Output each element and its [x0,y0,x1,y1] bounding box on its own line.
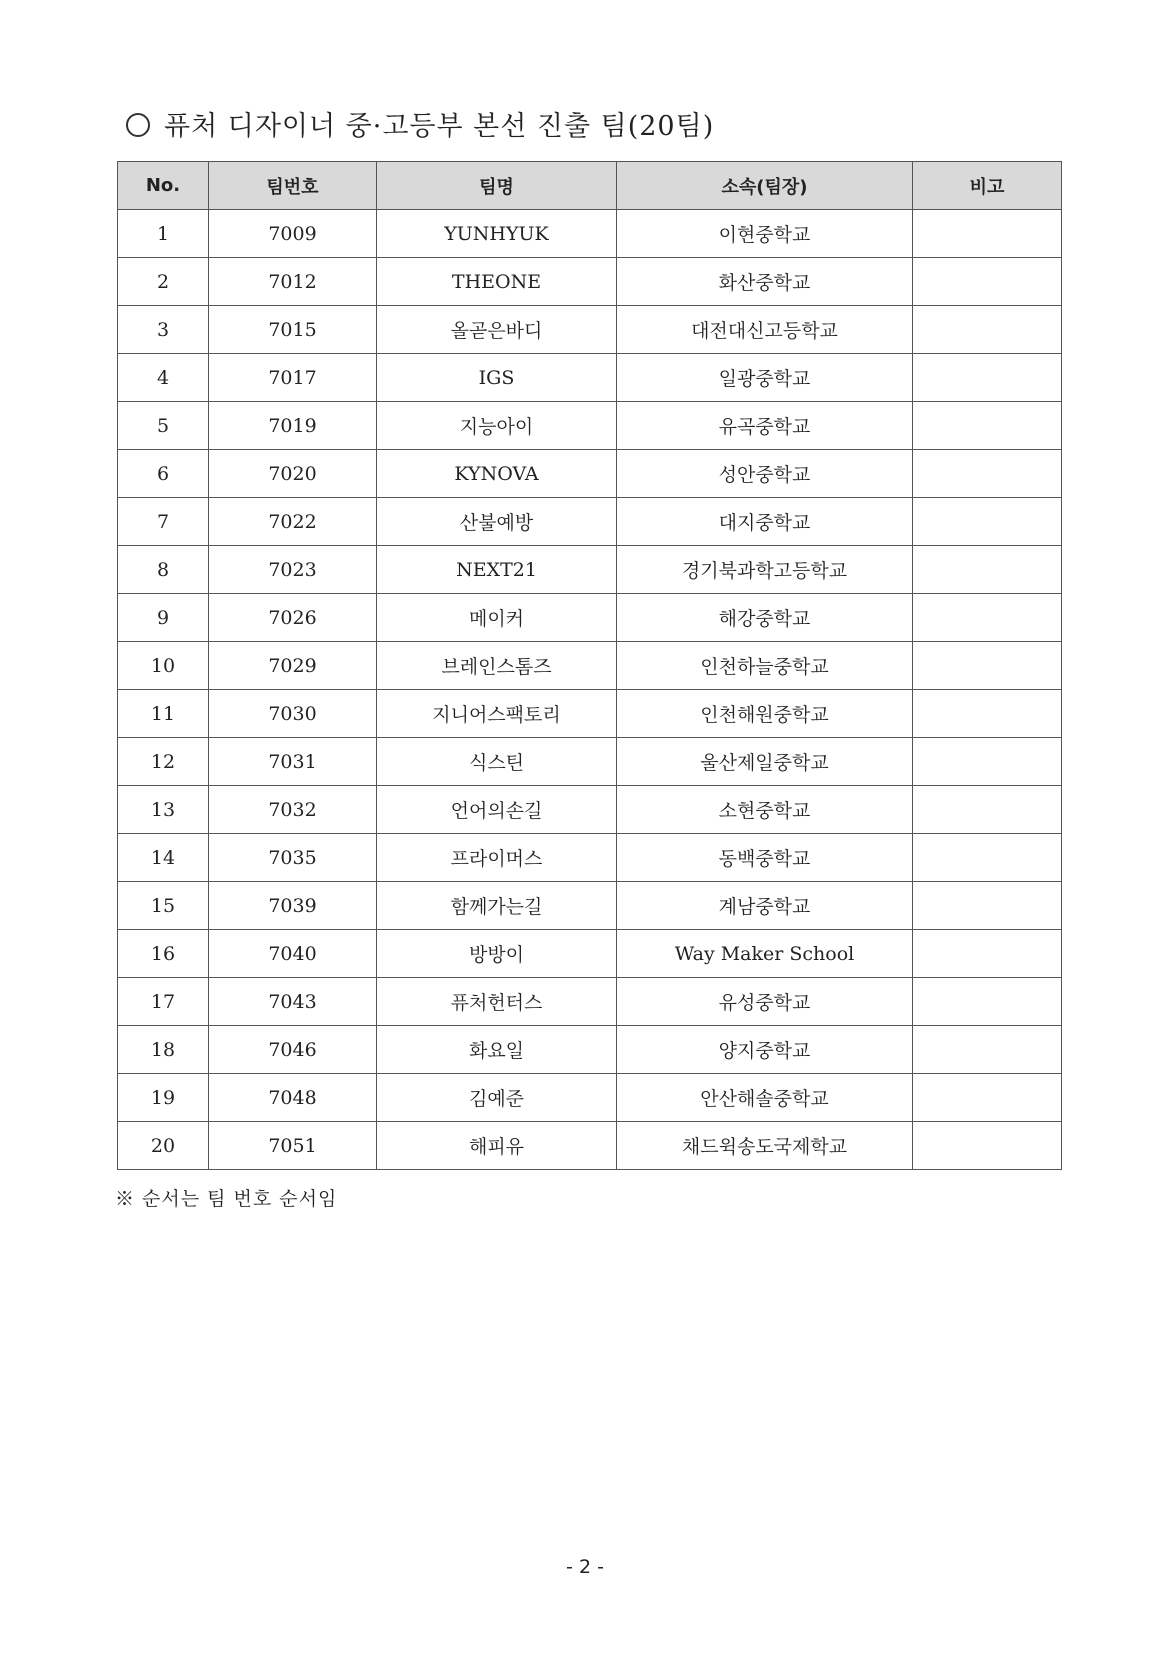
circle-bullet-icon [126,113,150,137]
table-row [118,642,1062,690]
cell-team-number: 7017 [209,354,377,402]
cell-team-name: NEXT21 [377,546,617,594]
table-row [118,546,1062,594]
table-row [118,258,1062,306]
cell-affiliation: 성안중학교 [617,450,913,498]
cell-remarks [913,594,1062,642]
cell-team-name: 방방이 [377,930,617,978]
cell-team-number: 7048 [209,1074,377,1122]
cell-affiliation: 인천하늘중학교 [617,642,913,690]
cell-team-number: 7019 [209,402,377,450]
cell-affiliation: 안산해솔중학교 [617,1074,913,1122]
cell-affiliation: 대지중학교 [617,498,913,546]
cell-affiliation: 이현중학교 [617,210,913,258]
cell-affiliation: 인천해원중학교 [617,690,913,738]
cell-remarks [913,1074,1062,1122]
table-row [118,690,1062,738]
table-row [118,1026,1062,1074]
cell-no: 11 [118,690,209,738]
cell-affiliation: 동백중학교 [617,834,913,882]
header-team-number: 팀번호 [209,162,377,210]
cell-affiliation: 유성중학교 [617,978,913,1026]
cell-no: 16 [118,930,209,978]
cell-remarks [913,1026,1062,1074]
table-row [118,498,1062,546]
cell-no: 17 [118,978,209,1026]
cell-affiliation: 유곡중학교 [617,402,913,450]
table-header-row [118,162,1062,210]
table-row [118,930,1062,978]
cell-no: 5 [118,402,209,450]
cell-no: 8 [118,546,209,594]
teams-table [117,161,1062,1170]
cell-team-name: KYNOVA [377,450,617,498]
cell-remarks [913,930,1062,978]
cell-affiliation: 소현중학교 [617,786,913,834]
cell-team-number: 7040 [209,930,377,978]
cell-team-number: 7026 [209,594,377,642]
cell-team-number: 7009 [209,210,377,258]
cell-remarks [913,546,1062,594]
cell-affiliation: 대전대신고등학교 [617,306,913,354]
cell-team-number: 7046 [209,1026,377,1074]
cell-affiliation: 양지중학교 [617,1026,913,1074]
cell-remarks [913,402,1062,450]
cell-no: 13 [118,786,209,834]
cell-team-name: 퓨처헌터스 [377,978,617,1026]
cell-team-name: 화요일 [377,1026,617,1074]
table-row [118,594,1062,642]
cell-team-number: 7035 [209,834,377,882]
table-row [118,882,1062,930]
header-remarks: 비고 [913,162,1062,210]
teams-table-body [118,210,1062,1170]
header-no: No. [118,162,209,210]
cell-affiliation: 울산제일중학교 [617,738,913,786]
cell-no: 10 [118,642,209,690]
cell-remarks [913,834,1062,882]
table-row [118,1074,1062,1122]
cell-team-name: YUNHYUK [377,210,617,258]
table-row [118,450,1062,498]
cell-team-name: 함께가는길 [377,882,617,930]
cell-team-name: 올곧은바디 [377,306,617,354]
cell-remarks [913,786,1062,834]
cell-no: 2 [118,258,209,306]
cell-team-number: 7015 [209,306,377,354]
cell-no: 20 [118,1122,209,1170]
cell-team-name: 언어의손길 [377,786,617,834]
cell-affiliation: 해강중학교 [617,594,913,642]
table-row [118,786,1062,834]
cell-team-number: 7051 [209,1122,377,1170]
cell-team-name: THEONE [377,258,617,306]
header-affiliation: 소속(팀장) [617,162,913,210]
table-row [118,354,1062,402]
table-row [118,306,1062,354]
cell-team-name: 식스틴 [377,738,617,786]
cell-no: 1 [118,210,209,258]
cell-no: 6 [118,450,209,498]
cell-team-name: 브레인스톰즈 [377,642,617,690]
table-row [118,978,1062,1026]
cell-no: 19 [118,1074,209,1122]
cell-no: 12 [118,738,209,786]
cell-team-name: IGS [377,354,617,402]
cell-team-name: 지능아이 [377,402,617,450]
cell-remarks [913,1122,1062,1170]
cell-team-number: 7022 [209,498,377,546]
cell-affiliation: 경기북과학고등학교 [617,546,913,594]
cell-remarks [913,738,1062,786]
footnote: ※ 순서는 팀 번호 순서임 [115,1188,338,1210]
cell-team-name: 프라이머스 [377,834,617,882]
cell-no: 15 [118,882,209,930]
cell-no: 14 [118,834,209,882]
table-row [118,834,1062,882]
cell-team-number: 7032 [209,786,377,834]
cell-remarks [913,306,1062,354]
cell-team-number: 7043 [209,978,377,1026]
cell-team-name: 해피유 [377,1122,617,1170]
cell-remarks [913,210,1062,258]
cell-affiliation: 계남중학교 [617,882,913,930]
cell-no: 7 [118,498,209,546]
table-row [118,738,1062,786]
cell-remarks [913,642,1062,690]
cell-team-number: 7020 [209,450,377,498]
cell-team-name: 김예준 [377,1074,617,1122]
cell-remarks [913,690,1062,738]
cell-remarks [913,882,1062,930]
page-title-text: 퓨처 디자이너 중·고등부 본선 진출 팀(20팀) [164,111,715,142]
cell-remarks [913,978,1062,1026]
cell-team-number: 7029 [209,642,377,690]
page-number: - 2 - [566,1556,604,1578]
cell-team-name: 메이커 [377,594,617,642]
cell-team-number: 7023 [209,546,377,594]
cell-team-number: 7039 [209,882,377,930]
cell-affiliation: 일광중학교 [617,354,913,402]
table-row [118,210,1062,258]
cell-affiliation: 채드윅송도국제학교 [617,1122,913,1170]
page-title [126,104,714,143]
cell-affiliation: 화산중학교 [617,258,913,306]
cell-affiliation: Way Maker School [617,930,913,978]
header-team-name: 팀명 [377,162,617,210]
cell-no: 18 [118,1026,209,1074]
table-row [118,402,1062,450]
cell-team-number: 7030 [209,690,377,738]
cell-team-number: 7031 [209,738,377,786]
cell-no: 4 [118,354,209,402]
cell-team-name: 산불예방 [377,498,617,546]
cell-no: 9 [118,594,209,642]
cell-team-number: 7012 [209,258,377,306]
cell-remarks [913,354,1062,402]
cell-remarks [913,450,1062,498]
cell-team-name: 지니어스팩토리 [377,690,617,738]
cell-remarks [913,498,1062,546]
table-row [118,1122,1062,1170]
cell-no: 3 [118,306,209,354]
cell-remarks [913,258,1062,306]
